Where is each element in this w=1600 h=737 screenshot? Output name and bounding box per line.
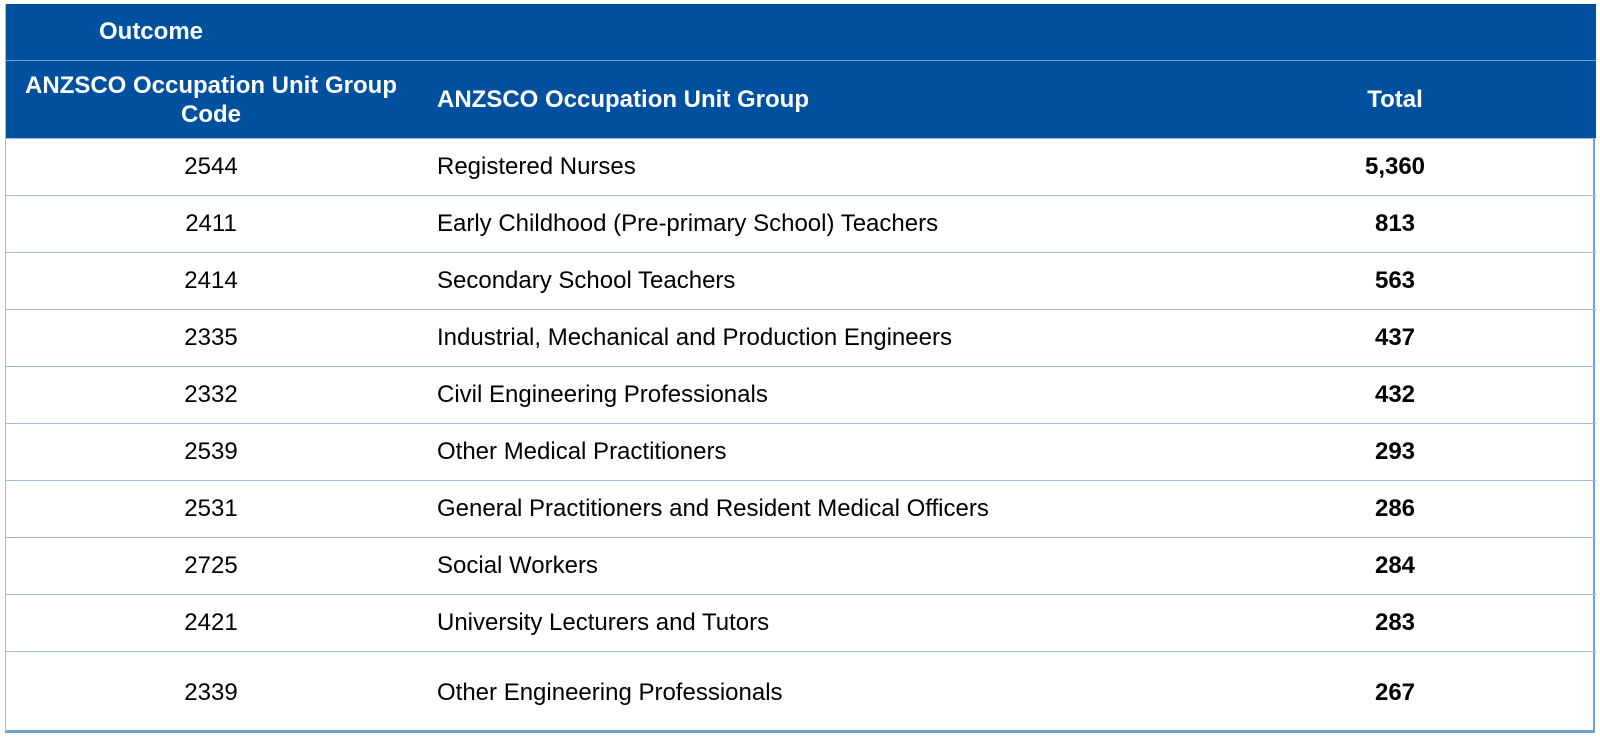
cell-total: 286	[1202, 481, 1596, 538]
cell-group: Other Medical Practitioners	[416, 424, 1202, 481]
table-row	[6, 310, 1596, 367]
cell-code: 2335	[6, 310, 416, 367]
occupation-table-container	[5, 4, 1595, 733]
cell-code: 2421	[6, 595, 416, 652]
cell-group: University Lecturers and Tutors	[416, 595, 1202, 652]
cell-code: 2531	[6, 481, 416, 538]
cell-code: 2411	[6, 196, 416, 253]
table-row	[6, 139, 1596, 196]
table-row	[6, 196, 1596, 253]
outcome-header: Outcome	[6, 4, 416, 61]
cell-group: Social Workers	[416, 538, 1202, 595]
cell-code: 2725	[6, 538, 416, 595]
table-body	[6, 139, 1596, 731]
outcome-header-spacer	[1202, 4, 1596, 61]
column-header-code: ANZSCO Occupation Unit Group Code	[6, 61, 416, 139]
cell-total: 813	[1202, 196, 1596, 253]
table-row	[6, 652, 1596, 731]
table-row	[6, 253, 1596, 310]
table-header	[6, 4, 1596, 139]
cell-group: General Practitioners and Resident Medical Officers	[416, 481, 1202, 538]
cell-group: Civil Engineering Professionals	[416, 367, 1202, 424]
table-row	[6, 367, 1596, 424]
cell-group: Registered Nurses	[416, 139, 1202, 196]
cell-code: 2539	[6, 424, 416, 481]
cell-total: 437	[1202, 310, 1596, 367]
cell-group: Industrial, Mechanical and Production Engineers	[416, 310, 1202, 367]
table-row	[6, 538, 1596, 595]
table-row	[6, 595, 1596, 652]
cell-code: 2332	[6, 367, 416, 424]
cell-code: 2339	[6, 652, 416, 731]
table-row	[6, 424, 1596, 481]
column-header-total: Total	[1202, 61, 1596, 139]
cell-total: 293	[1202, 424, 1596, 481]
occupation-table	[6, 4, 1596, 730]
table-row	[6, 481, 1596, 538]
cell-total: 432	[1202, 367, 1596, 424]
cell-total: 563	[1202, 253, 1596, 310]
outcome-header-spacer	[416, 4, 1202, 61]
cell-code: 2544	[6, 139, 416, 196]
cell-code: 2414	[6, 253, 416, 310]
column-header-row	[6, 61, 1596, 139]
cell-group: Other Engineering Professionals	[416, 652, 1202, 731]
cell-total: 283	[1202, 595, 1596, 652]
cell-total: 5,360	[1202, 139, 1596, 196]
cell-group: Secondary School Teachers	[416, 253, 1202, 310]
cell-total: 284	[1202, 538, 1596, 595]
column-header-group: ANZSCO Occupation Unit Group	[416, 61, 1202, 139]
outcome-header-row	[6, 4, 1596, 61]
cell-group: Early Childhood (Pre-primary School) Teachers	[416, 196, 1202, 253]
cell-total: 267	[1202, 652, 1596, 731]
